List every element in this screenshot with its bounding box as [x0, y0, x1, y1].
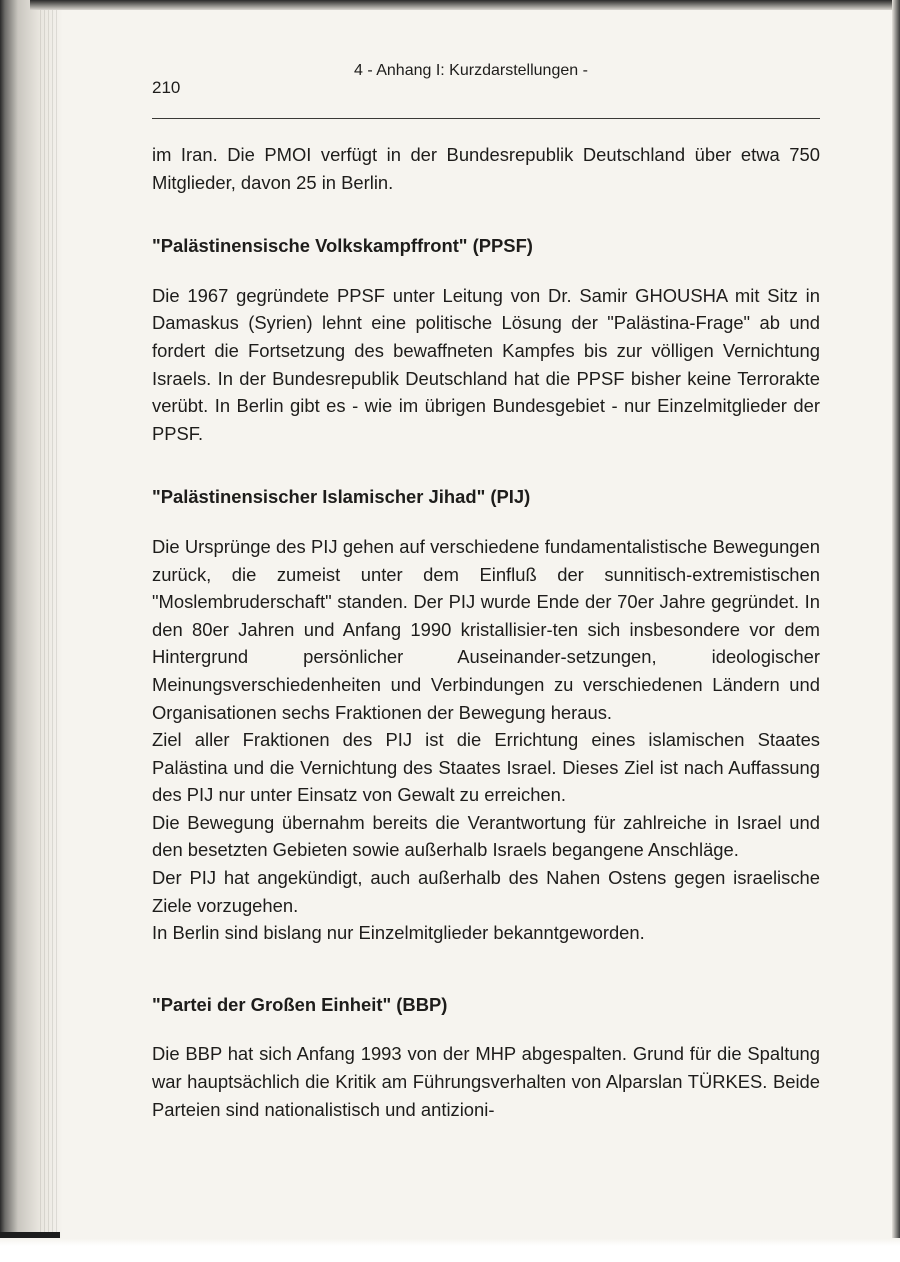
running-head: 4 - Anhang I: Kurzdarstellungen - [354, 62, 588, 79]
paragraph-bbp: Die BBP hat sich Anfang 1993 von der MHP abgespalten. Grund für die Spaltung war hauptsächlich die Kritik am Führungsverhalten von Alparslan TÜRKES. Beide Parteien sind nationalistisch und antizioni- [152, 1043, 820, 1120]
page-header [152, 60, 820, 118]
scan-bottom-margin [0, 1238, 900, 1262]
heading-bbp: "Partei der Großen Einheit" (BBP) [152, 993, 448, 1015]
scan-right-edge [892, 0, 900, 1262]
page-content [152, 141, 820, 1123]
paragraph-pij-berlin: In Berlin sind bislang nur Einzelmitglieder bekanntgeworden. [152, 922, 645, 944]
paragraph-pij-goal: Ziel aller Fraktionen des PIJ ist die Errichtung eines islamischen Staates Palästina und die Vernichtung des Staates Israel. Dieses Ziel ist nach Auffassung des PIJ nur unter Einsatz von Gewalt zu erreichen. [152, 729, 820, 806]
page-number: 210 [152, 78, 181, 97]
page-stack-edges [40, 0, 58, 1240]
header-rule [152, 118, 820, 119]
heading-ppsf: "Palästinensische Volkskampffront" (PPSF) [152, 235, 533, 257]
paragraph-pij-attacks: Die Bewegung übernahm bereits die Verantwortung für zahlreiche in Israel und den besetzten Gebieten sowie außerhalb Israels begangene Anschläge. [152, 811, 820, 861]
heading-pij: "Palästinensischer Islamischer Jihad" (PIJ) [152, 486, 531, 508]
scan-bottom-corner [0, 1232, 60, 1238]
paragraph-ppsf: Die 1967 gegründete PPSF unter Leitung von Dr. Samir GHOUSHA mit Sitz in Damaskus (Syrien) lehnt eine politische Lösung der "Palästina-Frage" ab und fordert die Fortsetzung des bewaffneten Kampfes bis zur völligen Vernichtung Israels. In der Bundesrepublik Deutschland hat die PPSF bisher keine Terrorakte verübt. In Berlin gibt es - wie im übrigen Bundesgebiet - nur Einzelmitglieder der PPSF. [152, 284, 820, 444]
paragraph-pij-origins: Die Ursprünge des PIJ gehen auf verschiedene fundamentalistische Bewegungen zurück, die zumeist unter dem Einfluß der sunnitisch-extremistischen "Moslembruderschaft" standen. Der PIJ wurde Ende der 70er Jahre gegründet. In den 80er Jahren und Anfang 1990 kristallisier-ten sich insbesondere vor dem Hintergrund persönlicher Auseinander-setzungen, ideologischer Meinungsverschiedenheiten und Verbindungen zu verschiedenen Ländern und Organisationen sechs Fraktionen der Bewegung heraus. [152, 535, 820, 723]
paragraph-pmoi-continuation: im Iran. Die PMOI verfügt in der Bundesrepublik Deutschland über etwa 750 Mitglieder, davon 25 in Berlin. [152, 144, 820, 193]
document-page [152, 60, 820, 1123]
paragraph-pij-announcement: Der PIJ hat angekündigt, auch außerhalb des Nahen Ostens gegen israelische Ziele vorzugehen. [152, 867, 820, 916]
scan-top-edge [30, 0, 900, 10]
